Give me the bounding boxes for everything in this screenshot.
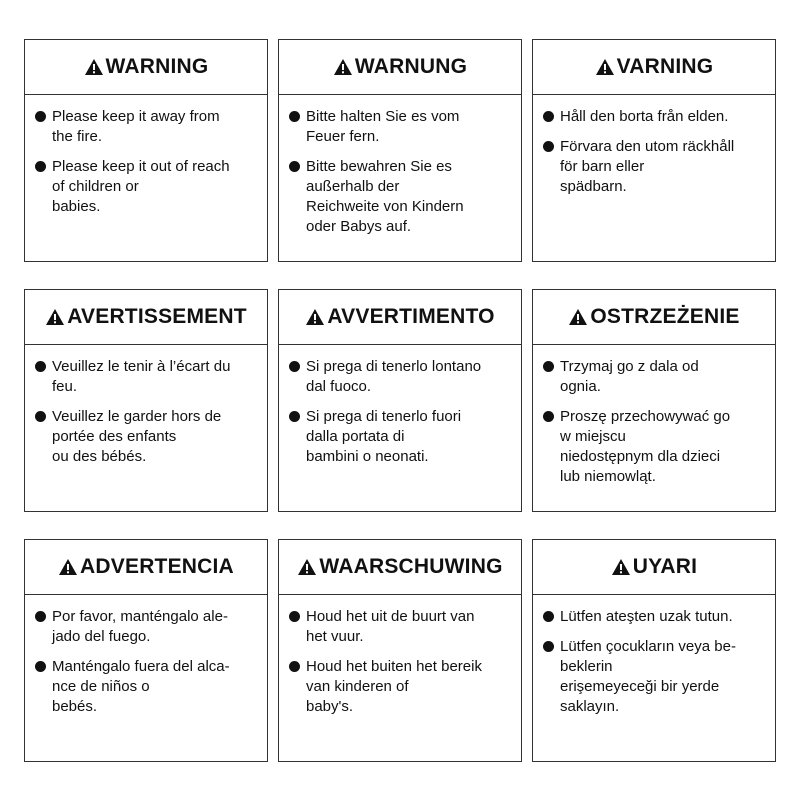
card-body: [279, 95, 521, 261]
list-item: [289, 357, 511, 397]
warning-triangle-icon: [595, 58, 615, 76]
list-item: [289, 657, 511, 717]
card-header: [25, 40, 267, 95]
item-text: Lütfen çocukların veya be- beklerin erişemeyeceği bir yerde saklayın.: [560, 638, 736, 715]
card-header: [279, 290, 521, 345]
list-item: [289, 107, 511, 147]
warning-card-german: [278, 39, 522, 262]
warning-card-english: [24, 39, 268, 262]
warning-triangle-icon: [333, 58, 353, 76]
warning-card-turkish: [532, 539, 776, 762]
card-body: [279, 595, 521, 761]
warning-card-french: [24, 289, 268, 512]
card-title: WAARSCHUWING: [319, 555, 503, 578]
warning-triangle-icon: [45, 308, 65, 326]
item-text: Houd het buiten het bereik van kinderen of baby's.: [306, 658, 482, 715]
bullet-dot-icon: [543, 141, 554, 152]
card-body: [533, 595, 775, 761]
list-item: [543, 137, 765, 197]
list-item: [543, 407, 765, 487]
bullet-dot-icon: [35, 661, 46, 672]
warning-triangle-icon: [568, 308, 588, 326]
warning-card-spanish: [24, 539, 268, 762]
card-title: UYARI: [632, 555, 698, 578]
bullet-dot-icon: [543, 411, 554, 422]
item-text: Håll den borta från elden.: [560, 108, 729, 125]
card-header: [25, 540, 267, 595]
bullet-dot-icon: [35, 611, 46, 622]
card-title: OSTRZEŻENIE: [590, 305, 740, 328]
item-text: Veuillez le garder hors de portée des enfants ou des bébés.: [52, 408, 222, 465]
card-title: AVVERTIMENTO: [327, 305, 495, 328]
warning-card-dutch: [278, 539, 522, 762]
list-item: [35, 157, 257, 217]
item-text: Bitte bewahren Sie es außerhalb der Reichweite von Kindern oder Babys auf.: [306, 158, 464, 235]
item-text: Förvara den utom räckhåll för barn eller spädbarn.: [560, 138, 735, 195]
list-item: [35, 107, 257, 147]
list-item: [289, 407, 511, 467]
list-item: [543, 357, 765, 397]
card-title: WARNING: [105, 55, 209, 78]
list-item: [35, 657, 257, 717]
card-body: [533, 345, 775, 511]
item-text: Por favor, manténgalo ale- jado del fuego.: [52, 608, 228, 645]
warning-triangle-icon: [58, 558, 78, 576]
warning-triangle-icon: [305, 308, 325, 326]
bullet-dot-icon: [35, 161, 46, 172]
warning-card-polish: [532, 289, 776, 512]
warning-card-swedish: [532, 39, 776, 262]
card-body: [533, 95, 775, 261]
card-header: [533, 540, 775, 595]
list-item: [35, 607, 257, 647]
bullet-dot-icon: [35, 111, 46, 122]
warning-triangle-icon: [611, 558, 631, 576]
item-text: Si prega di tenerlo fuori dalla portata di bambini o neonati.: [306, 408, 462, 465]
card-header: [279, 540, 521, 595]
list-item: [289, 157, 511, 237]
card-title: VARNING: [616, 55, 714, 78]
bullet-dot-icon: [289, 361, 300, 372]
list-item: [543, 637, 765, 717]
list-item: [543, 107, 765, 127]
warning-triangle-icon: [84, 58, 104, 76]
warning-card-italian: [278, 289, 522, 512]
item-text: Veuillez le tenir à l’écart du feu.: [52, 358, 231, 395]
item-text: Bitte halten Sie es vom Feuer fern.: [306, 108, 460, 145]
list-item: [543, 607, 765, 627]
item-text: Trzymaj go z dala od ognia.: [560, 358, 699, 395]
card-body: [279, 345, 521, 511]
card-body: [25, 595, 267, 761]
bullet-dot-icon: [543, 111, 554, 122]
bullet-dot-icon: [289, 111, 300, 122]
item-text: Proszę przechowywać go w miejscu niedostępnym dla dzieci lub niemowląt.: [560, 408, 731, 485]
card-title: AVERTISSEMENT: [67, 305, 247, 328]
item-text: Please keep it away from the fire.: [52, 108, 220, 145]
list-item: [289, 607, 511, 647]
list-item: [35, 407, 257, 467]
bullet-dot-icon: [289, 411, 300, 422]
warning-triangle-icon: [297, 558, 317, 576]
card-title: WARNUNG: [354, 55, 468, 78]
card-title: ADVERTENCIA: [80, 555, 234, 578]
item-text: Houd het uit de buurt van het vuur.: [306, 608, 475, 645]
item-text: Please keep it out of reach of children or babies.: [52, 158, 230, 215]
item-text: Manténgalo fuera del alca- nce de niños o bebés.: [52, 658, 230, 715]
card-body: [25, 95, 267, 261]
item-text: Si prega di tenerlo lontano dal fuoco.: [306, 358, 482, 395]
bullet-dot-icon: [35, 361, 46, 372]
bullet-dot-icon: [289, 661, 300, 672]
bullet-dot-icon: [35, 411, 46, 422]
card-header: [25, 290, 267, 345]
card-header: [533, 290, 775, 345]
card-header: [533, 40, 775, 95]
card-header: [279, 40, 521, 95]
bullet-dot-icon: [289, 161, 300, 172]
bullet-dot-icon: [543, 611, 554, 622]
item-text: Lütfen ateşten uzak tutun.: [560, 608, 733, 625]
list-item: [35, 357, 257, 397]
bullet-dot-icon: [543, 641, 554, 652]
card-body: [25, 345, 267, 511]
bullet-dot-icon: [543, 361, 554, 372]
bullet-dot-icon: [289, 611, 300, 622]
